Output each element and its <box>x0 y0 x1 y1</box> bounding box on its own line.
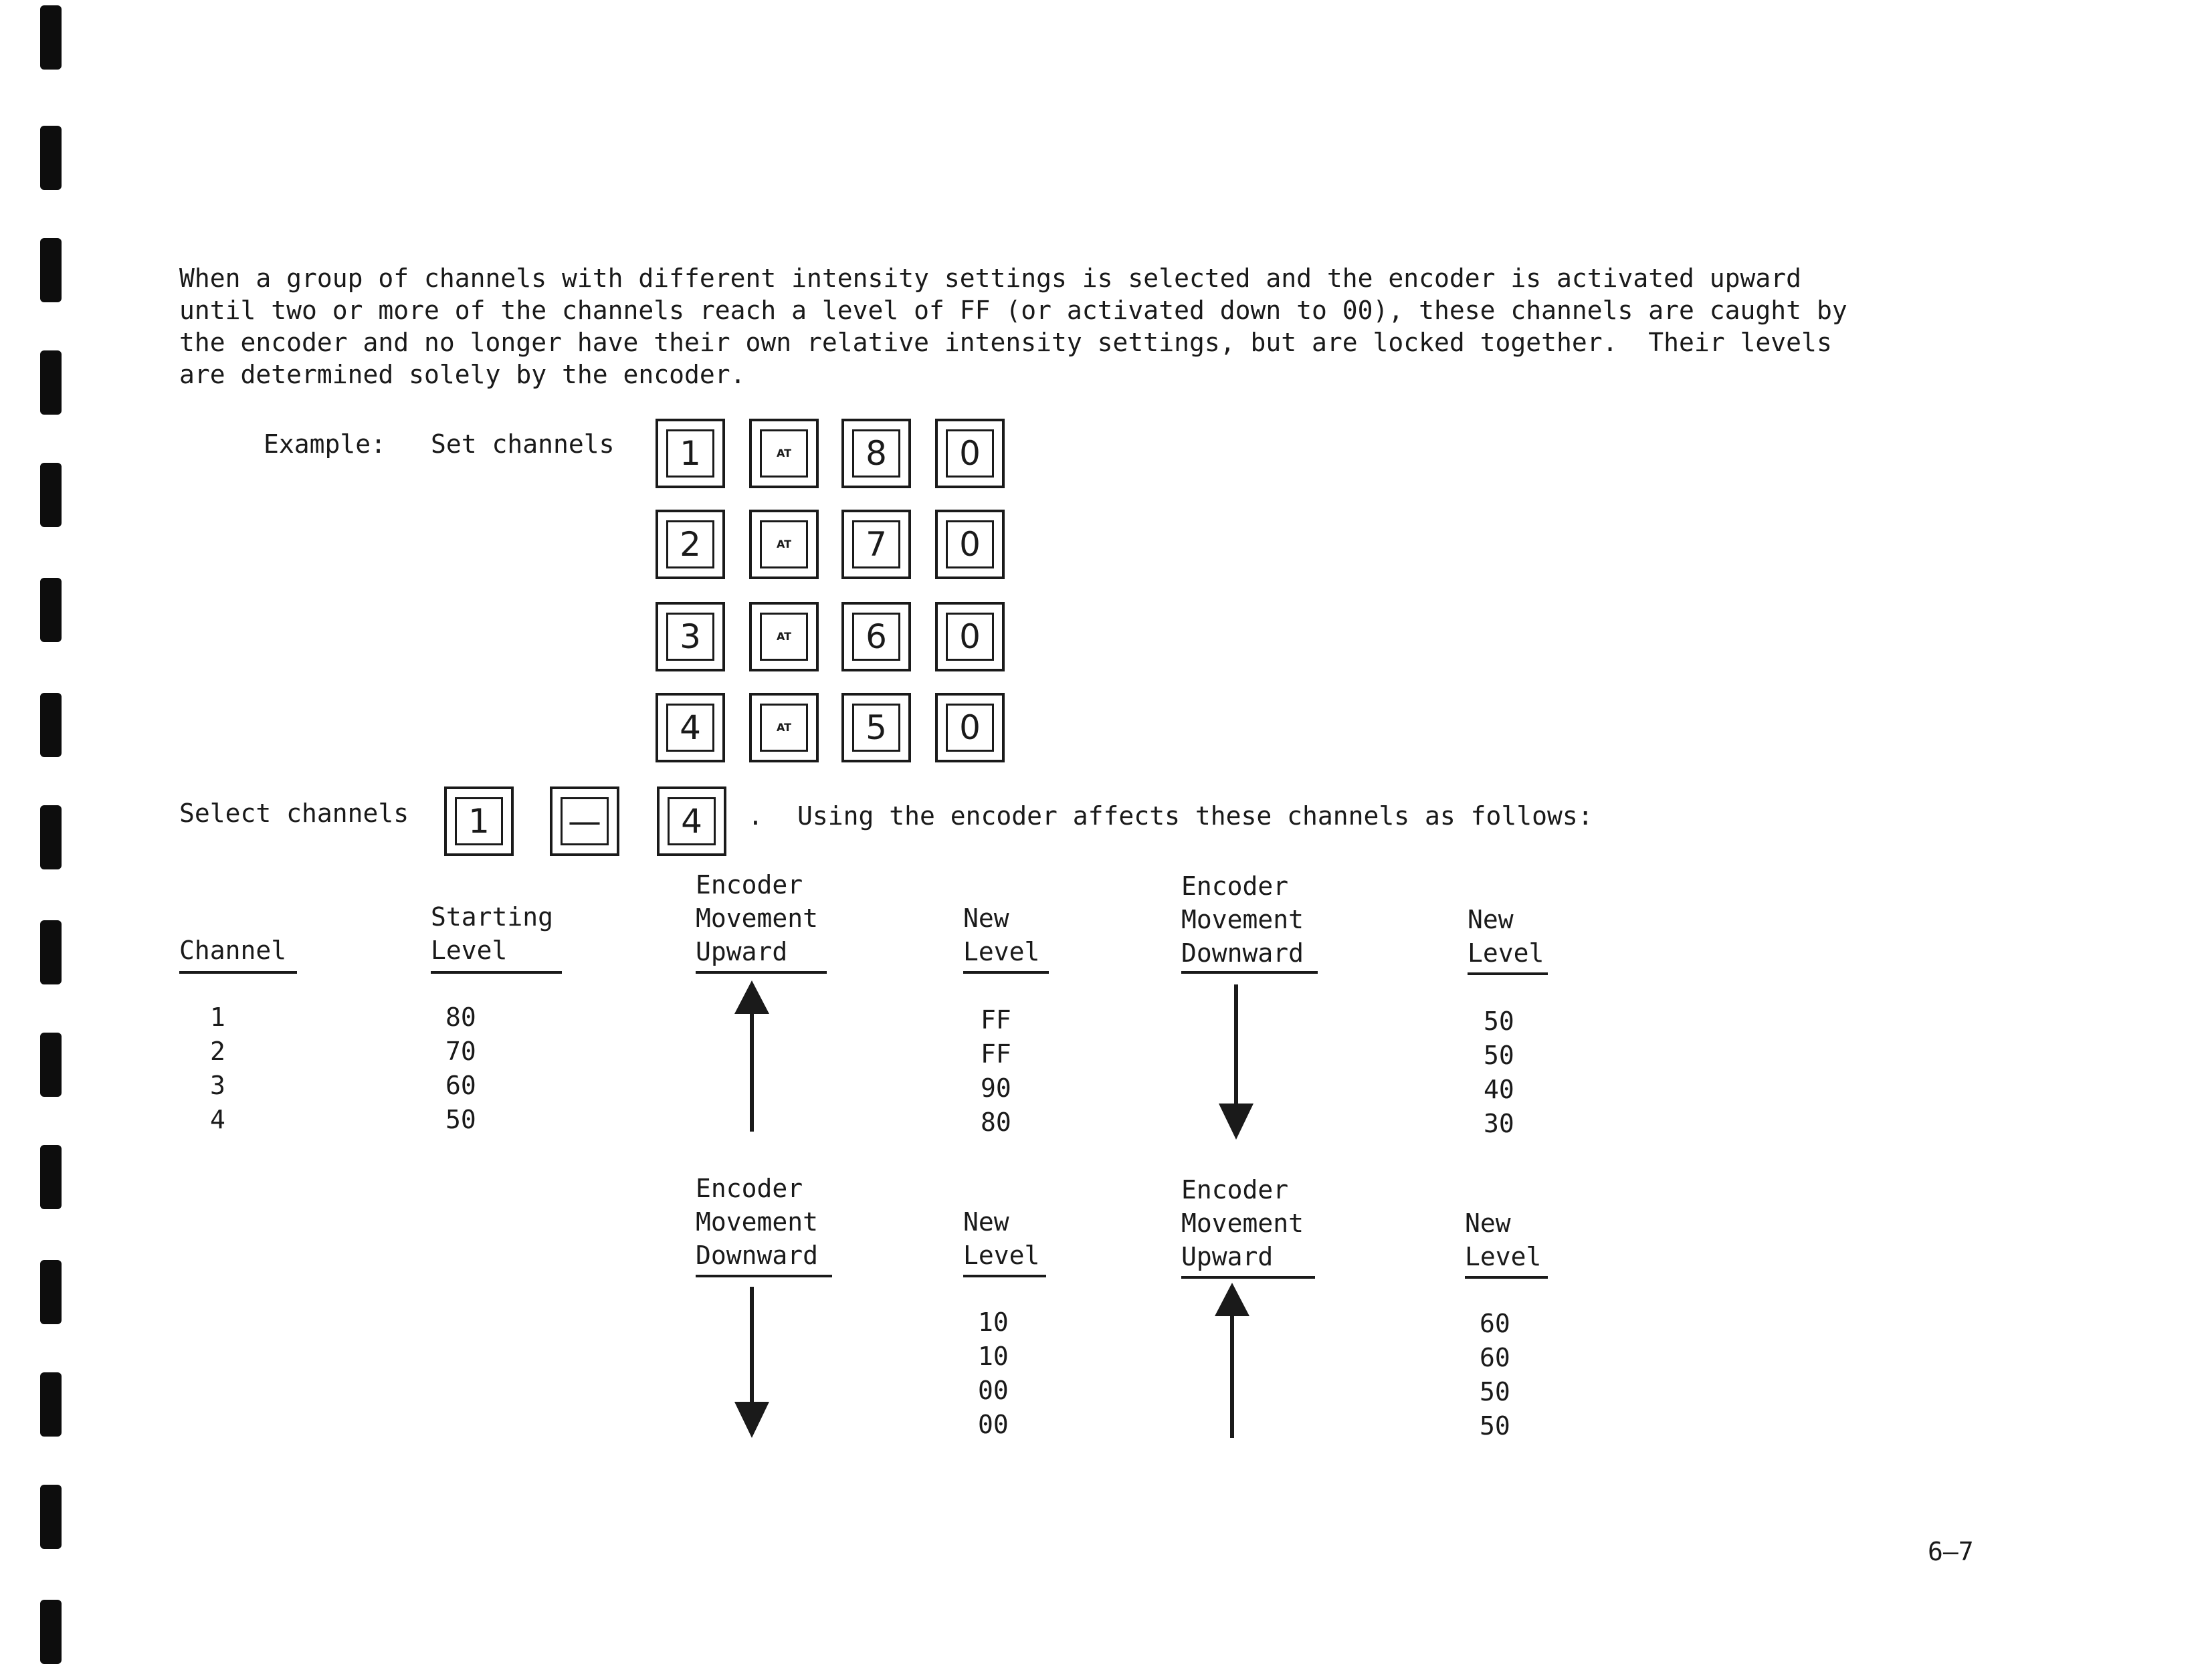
channel-column: 1 2 3 4 <box>210 1003 225 1134</box>
key-label: AT <box>760 520 808 568</box>
header-channel: Channel <box>179 936 287 965</box>
binder-hole <box>40 920 62 984</box>
header-encoder-up: Encoder Movement Upward <box>1181 1175 1304 1271</box>
binder-hole <box>40 1485 62 1549</box>
key-1[interactable] <box>444 786 514 856</box>
binder-hole <box>40 805 62 869</box>
key-label: AT <box>760 429 808 478</box>
header-encoder-up: Encoder Movement Upward <box>696 870 819 966</box>
header-underline <box>179 971 297 974</box>
key-label: — <box>561 797 609 845</box>
key-at[interactable] <box>749 693 819 762</box>
header-underline <box>696 971 827 974</box>
select-channels-text: Select channels <box>179 799 409 828</box>
binder-hole <box>40 1372 62 1437</box>
binder-hole <box>40 1145 62 1209</box>
header-new-level: New Level <box>1468 905 1544 968</box>
key-0[interactable] <box>935 419 1005 488</box>
key-label: 1 <box>666 429 714 478</box>
key-4[interactable] <box>656 693 725 762</box>
key-label: 4 <box>666 704 714 752</box>
key-label: 1 <box>455 797 503 845</box>
key-1[interactable] <box>656 419 725 488</box>
header-underline <box>431 971 562 974</box>
key-3[interactable] <box>656 602 725 671</box>
key-label: 2 <box>666 520 714 568</box>
arrow-up-icon <box>732 980 772 1132</box>
key-thru[interactable] <box>550 786 619 856</box>
key-2[interactable] <box>656 510 725 579</box>
new-level-column: 10 10 00 00 <box>978 1307 1009 1439</box>
binder-hole <box>40 1033 62 1097</box>
intro-paragraph: When a group of channels with different intensity settings is selected and the encoder is activated upward until two or more of the channels reach a level of FF (or activated down to 00), these channels are caught by the encoder and no longer have their own relative intensity settings, but are locked together. Their levels are determined solely by the encoder. <box>179 264 1847 389</box>
key-label: 0 <box>946 429 994 478</box>
key-7[interactable] <box>841 510 911 579</box>
header-underline <box>1181 1276 1315 1279</box>
new-level-column: 50 50 40 30 <box>1484 1007 1514 1138</box>
key-at[interactable] <box>749 510 819 579</box>
key-label: 6 <box>852 613 900 661</box>
key-0[interactable] <box>935 602 1005 671</box>
starting-level-column: 80 70 60 50 <box>445 1003 476 1134</box>
header-encoder-down: Encoder Movement Downward <box>696 1174 819 1270</box>
key-0[interactable] <box>935 693 1005 762</box>
header-encoder-down: Encoder Movement Downward <box>1181 871 1304 968</box>
usage-text: Using the encoder affects these channels as follows: <box>797 801 1593 831</box>
binder-hole <box>40 350 62 415</box>
binder-hole <box>40 578 62 642</box>
period: . <box>748 801 763 831</box>
key-4[interactable] <box>657 786 726 856</box>
key-label: 8 <box>852 429 900 478</box>
arrow-down-icon <box>1216 984 1256 1140</box>
binder-hole <box>40 693 62 757</box>
header-new-level: New Level <box>1465 1209 1542 1271</box>
key-6[interactable] <box>841 602 911 671</box>
binder-hole <box>40 1260 62 1324</box>
header-starting-level: Starting Level <box>431 902 554 965</box>
key-label: AT <box>760 704 808 752</box>
page-number: 6–7 <box>1928 1537 1974 1566</box>
arrow-down-icon <box>732 1287 772 1438</box>
key-8[interactable] <box>841 419 911 488</box>
key-label: 3 <box>666 613 714 661</box>
key-at[interactable] <box>749 602 819 671</box>
header-underline <box>1181 971 1318 974</box>
key-label: 5 <box>852 704 900 752</box>
header-new-level: New Level <box>963 1207 1040 1270</box>
key-at[interactable] <box>749 419 819 488</box>
binder-hole <box>40 1600 62 1664</box>
new-level-column: FF FF 90 80 <box>981 1005 1011 1137</box>
header-underline <box>1465 1276 1548 1279</box>
binder-hole <box>40 126 62 190</box>
key-label: 0 <box>946 613 994 661</box>
key-label: AT <box>760 613 808 661</box>
new-level-column: 60 60 50 50 <box>1480 1309 1510 1441</box>
header-underline <box>1468 972 1548 975</box>
binder-hole <box>40 463 62 527</box>
key-5[interactable] <box>841 693 911 762</box>
arrow-up-icon <box>1212 1283 1252 1438</box>
header-underline <box>963 1275 1046 1277</box>
set-channels-text: Set channels <box>431 429 615 459</box>
header-underline <box>963 971 1049 974</box>
binder-hole <box>40 238 62 302</box>
header-new-level: New Level <box>963 904 1040 966</box>
binder-hole <box>40 5 62 70</box>
key-0[interactable] <box>935 510 1005 579</box>
key-label: 0 <box>946 704 994 752</box>
header-underline <box>696 1275 832 1277</box>
example-label: Example: <box>264 429 387 459</box>
key-label: 4 <box>668 797 716 845</box>
key-label: 0 <box>946 520 994 568</box>
key-label: 7 <box>852 520 900 568</box>
